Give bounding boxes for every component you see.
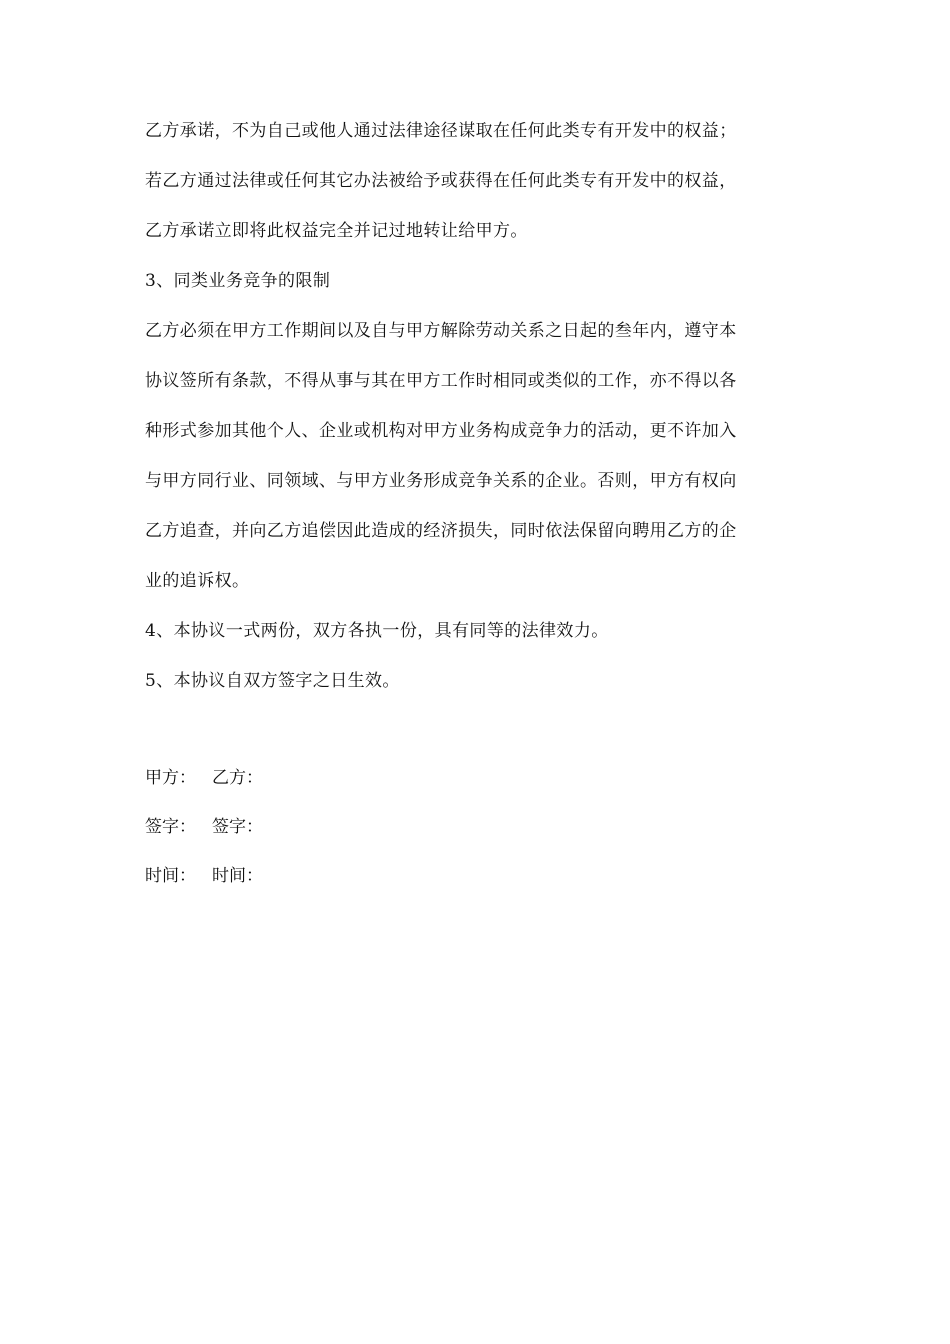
text-line: 乙方追查，并向乙方追偿因此造成的经济损失，同时依法保留向聘用乙方的企 bbox=[145, 521, 737, 541]
signature-row-date bbox=[145, 852, 810, 901]
spacer bbox=[145, 706, 810, 754]
sign-b-label: 签字： bbox=[212, 817, 263, 837]
signature-block bbox=[145, 754, 810, 901]
signature-row-sign bbox=[145, 803, 810, 852]
clause-copies: 4、本协议一式两份，双方各执一份，具有同等的法律效力。 bbox=[145, 621, 609, 641]
paragraph-rights-commitment bbox=[145, 106, 810, 256]
text-line: 与甲方同行业、同领域、与甲方业务形成竞争关系的企业。否则，甲方有权向 bbox=[145, 471, 737, 491]
text-line: 协议签所有条款，不得从事与其在甲方工作时相同或类似的工作，亦不得以各 bbox=[145, 371, 737, 391]
text-line: 若乙方通过法律或任何其它办法被给予或获得在任何此类专有开发中的权益， bbox=[145, 171, 737, 191]
text-line: 业的追诉权。 bbox=[145, 571, 250, 591]
date-b-label: 时间： bbox=[212, 866, 263, 886]
date-a-label: 时间： bbox=[145, 866, 196, 886]
section-non-compete bbox=[145, 256, 810, 606]
document-body bbox=[145, 106, 810, 901]
sign-a-label: 签字： bbox=[145, 817, 196, 837]
section-heading: 3、同类业务竞争的限制 bbox=[145, 271, 331, 291]
party-a-label: 甲方： bbox=[145, 768, 196, 788]
party-b-label: 乙方： bbox=[212, 768, 263, 788]
text-line: 乙方承诺，不为自己或他人通过法律途径谋取在任何此类专有开发中的权益； bbox=[145, 121, 737, 141]
signature-row-party bbox=[145, 754, 810, 803]
text-line: 乙方承诺立即将此权益完全并记过地转让给甲方。 bbox=[145, 221, 528, 241]
clause-effective: 5、本协议自双方签字之日生效。 bbox=[145, 671, 400, 691]
text-line: 乙方必须在甲方工作期间以及自与甲方解除劳动关系之日起的叁年内，遵守本 bbox=[145, 321, 737, 341]
text-line: 种形式参加其他个人、企业或机构对甲方业务构成竞争力的活动，更不许加入 bbox=[145, 421, 737, 441]
